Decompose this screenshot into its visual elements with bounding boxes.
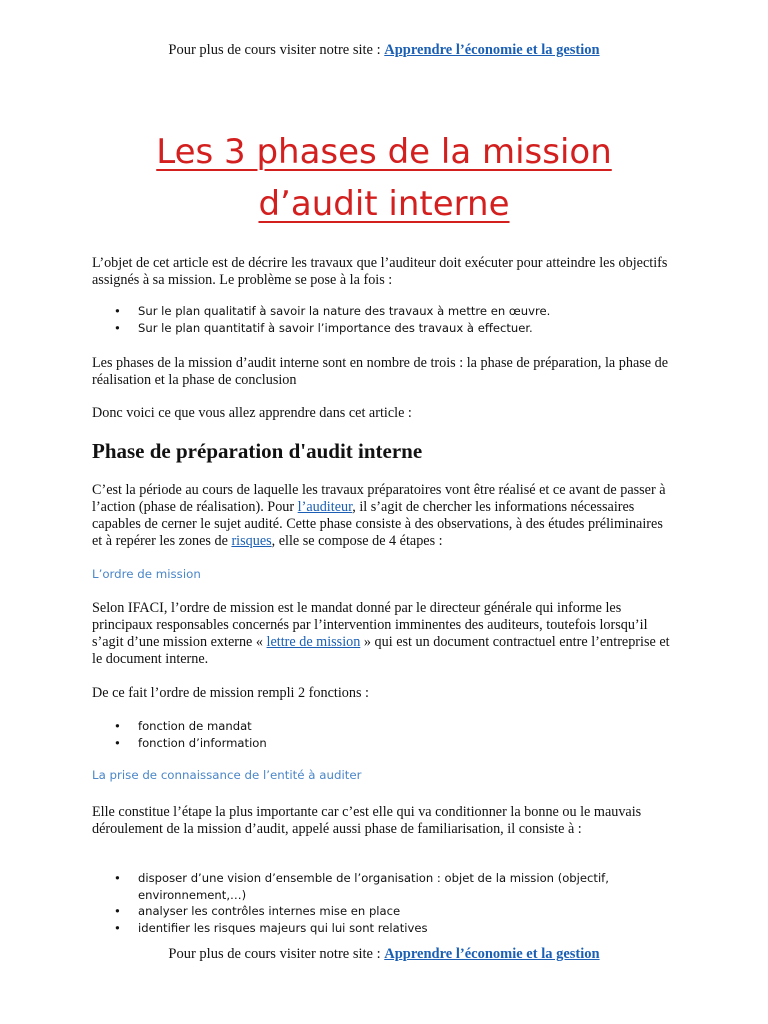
fonctions-paragraph: De ce fait l’ordre de mission rempli 2 fonctions : <box>92 685 369 701</box>
section-heading: Phase de préparation d'audit interne <box>92 439 423 463</box>
risques-link[interactable]: risques <box>231 533 272 549</box>
bullet-icon: • <box>114 320 121 335</box>
title-line-1: Les 3 phases de la mission <box>156 132 612 172</box>
bullet-icon: • <box>114 871 121 885</box>
bullet-icon: • <box>114 904 121 918</box>
list-item: • disposer d’une vision d’ensemble de l’organisation : objet de la mission (objectif, environnement,…) <box>114 871 609 902</box>
auditeur-link[interactable]: l’auditeur <box>297 499 353 515</box>
subheading-prise-de-connaissance: La prise de connaissance de l’entité à auditer <box>92 768 362 782</box>
banner-text: Pour plus de cours visiter notre site : <box>168 946 385 962</box>
donc-paragraph: Donc voici ce que vous allez apprendre dans cet article : <box>92 405 412 421</box>
list-item: • analyser les contrôles internes mise en place <box>114 904 401 918</box>
top-banner <box>0 42 768 59</box>
list-item: • fonction d’information <box>114 735 267 750</box>
list-item: • fonction de mandat <box>114 719 252 733</box>
page-title <box>0 126 768 230</box>
subheading-ordre-de-mission: L’ordre de mission <box>92 567 201 581</box>
bullet-icon: • <box>114 719 121 733</box>
bottom-banner <box>0 946 768 963</box>
list-item: • identifier les risques majeurs qui lui sont relatives <box>114 920 428 935</box>
fonctions-list <box>92 718 676 751</box>
bullet-icon: • <box>114 735 121 750</box>
actions-list <box>92 870 676 936</box>
ifaci-paragraph: Selon IFACI, l’ordre de mission est le mandat donné par le directeur générale qui informe les principaux responsables concernés par l’intervention imminentes des auditeurs, toutefois lorsqu’il s’agit d’une mission externe « lettre de mission » qui est un document contractuel entre l’entreprise et le document interne. <box>92 600 670 667</box>
bullet-icon: • <box>114 920 121 935</box>
plans-list <box>92 303 676 336</box>
lettre-de-mission-link[interactable]: lettre de mission <box>266 634 361 650</box>
phases-paragraph: Les phases de la mission d’audit interne sont en nombre de trois : la phase de préparation, la phase de réalisation et la phase de conclusion <box>92 355 668 388</box>
banner-link[interactable]: Apprendre l’économie et la gestion <box>384 946 600 962</box>
elle-paragraph: Elle constitue l’étape la plus importante car c’est elle qui va conditionner la bonne ou le mauvais déroulement de la mission d’audit, appelé aussi phase de familiarisation, il consiste à : <box>92 804 642 837</box>
list-item: • Sur le plan quantitatif à savoir l’importance des travaux à effectuer. <box>114 320 533 335</box>
intro-paragraph: L’objet de cet article est de décrire les travaux que l’auditeur doit exécuter pour atteindre les objectifs assignés à sa mission. Le problème se pose à la fois : <box>92 255 668 288</box>
banner-text: Pour plus de cours visiter notre site : <box>168 42 385 58</box>
preparation-paragraph: C’est la période au cours de laquelle les travaux préparatoires vont être réalisé et ce avant de passer à l’action (phase de réalisation). Pour l’auditeur, il s’agit de chercher les informations nécessaires capables de cerner le sujet audité. Cette phase consiste à des observations, à des études préliminaires et à repérer les zones de risques, elle se compose de 4 étapes : <box>92 482 666 549</box>
bullet-icon: • <box>114 304 121 318</box>
title-line-2: d’audit interne <box>258 184 510 224</box>
banner-link[interactable]: Apprendre l’économie et la gestion <box>384 42 600 58</box>
list-item: • Sur le plan qualitatif à savoir la nature des travaux à mettre en œuvre. <box>114 304 551 318</box>
